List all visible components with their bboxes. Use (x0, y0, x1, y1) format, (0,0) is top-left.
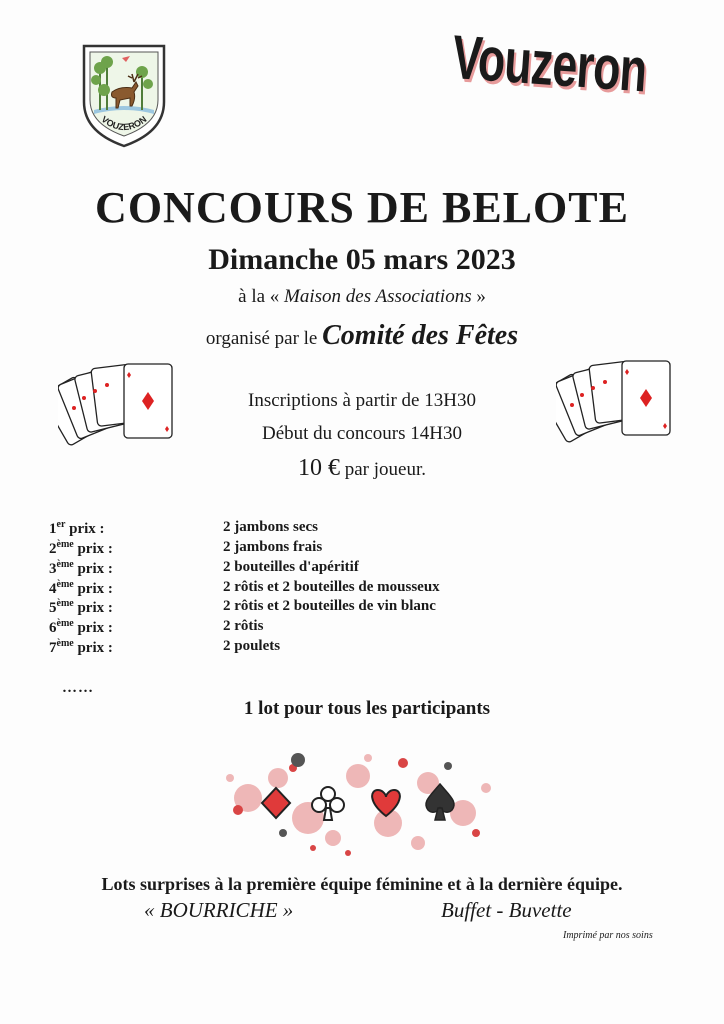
crest-name: VOUZERON (99, 114, 149, 133)
event-title: CONCOURS DE BELOTE (95, 183, 629, 232)
bourriche-label: « BOURRICHE » (144, 898, 294, 922)
prize-row (0, 638, 724, 658)
price-amount: 10 € (297, 455, 340, 481)
prize-rank: 4ème prix : (49, 579, 113, 597)
card-suits-splash-icon (218, 748, 498, 863)
prize-value: 2 poulets (223, 638, 281, 654)
prize-row (0, 559, 724, 579)
venue-suffix: » (471, 286, 486, 307)
prize-value: 2 rôtis et 2 bouteilles de mousseux (223, 579, 440, 595)
prize-row (0, 579, 724, 599)
entry-price (0, 455, 724, 482)
town-title (447, 22, 674, 147)
crest-logo (76, 40, 172, 150)
buffet-label: Buffet - Buvette (441, 898, 572, 922)
prize-rank: 7ème prix : (49, 638, 113, 656)
organizer-prefix: organisé par le (205, 328, 323, 349)
prize-rank: 3ème prix : (49, 559, 113, 577)
venue-place: Maison des Associations (284, 286, 472, 307)
registration-time: Inscriptions à partir de 13H30 (248, 390, 476, 411)
prize-row (0, 519, 724, 539)
prize-rank: 6ème prix : (49, 618, 113, 636)
prize-value: 2 rôtis et 2 bouteilles de vin blanc (223, 598, 436, 614)
prize-row (0, 618, 724, 638)
prize-row (0, 539, 724, 559)
event-organizer (0, 320, 724, 352)
more-prizes-ellipsis: …… (62, 680, 94, 696)
prize-value: 2 jambons frais (223, 539, 323, 555)
prize-value: 2 rôtis (223, 618, 264, 634)
venue-prefix: à la « (238, 286, 285, 307)
prize-rank: 1er prix : (49, 519, 105, 537)
price-suffix: par joueur. (339, 459, 426, 480)
prize-row (0, 598, 724, 618)
start-time: Début du concours 14H30 (262, 423, 462, 444)
prize-value: 2 bouteilles d'apéritif (223, 559, 359, 575)
town-name: Vouzeron (450, 22, 649, 106)
event-date: Dimanche 05 mars 2023 (208, 243, 516, 276)
organizer-name: Comité des Fêtes (322, 320, 519, 351)
prize-value: 2 jambons secs (223, 519, 319, 535)
participant-prize: 1 lot pour tous les participants (243, 698, 491, 719)
surprise-prizes-note: Lots surprises à la première équipe féminine et à la dernière équipe. (101, 874, 623, 894)
prize-rank: 2ème prix : (49, 539, 113, 557)
prize-rank: 5ème prix : (49, 598, 113, 616)
printed-note: Imprimé par nos soins (563, 930, 653, 941)
event-venue (0, 286, 724, 308)
